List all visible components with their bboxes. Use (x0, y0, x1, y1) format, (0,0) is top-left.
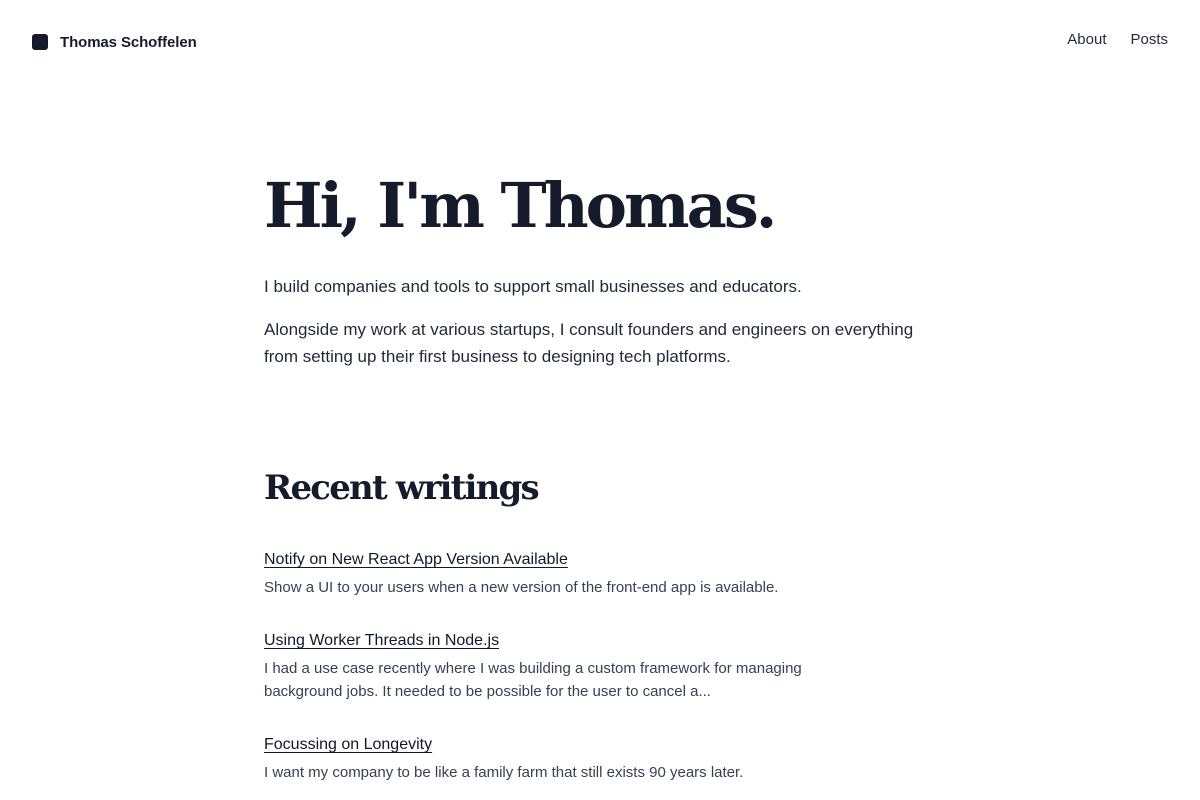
post-item (264, 548, 936, 599)
brand-name: Thomas Schoffelen (60, 33, 197, 51)
main-content (264, 170, 936, 800)
posts-list (264, 548, 936, 784)
hero-consulting-paragraph: Alongside my work at various startups, I consult founders and engineers on everything from setting up their first business to designing tech platforms. (264, 320, 914, 367)
post-title-link[interactable]: Focussing on Longevity (264, 736, 433, 754)
post-description: I want my company to be like a family farm that still exists 90 years later. (264, 764, 744, 782)
post-item (264, 629, 936, 703)
main-nav (1067, 31, 1168, 48)
post-title-link[interactable]: Using Worker Threads in Node.js (264, 632, 500, 650)
post-description: Show a UI to your users when a new version of the front-end app is available. (264, 579, 779, 597)
nav-about-link[interactable]: About (1067, 31, 1107, 48)
home-link[interactable] (32, 32, 197, 52)
post-title-link[interactable]: Notify on New React App Version Available (264, 551, 568, 569)
hero-title: Hi, I'm Thomas. (264, 169, 775, 242)
nav-posts-link[interactable]: Posts (1130, 31, 1168, 48)
post-description: I had a use case recently where I was building a custom framework for managing background jobs. It needed to be possible for the user to cancel a... (264, 660, 802, 701)
post-item (264, 733, 936, 784)
recent-writings-heading: Recent writings (264, 468, 538, 509)
logo-square-icon (32, 34, 48, 50)
hero-intro-paragraph: I build companies and tools to support small businesses and educators. (264, 277, 802, 297)
site-header (0, 0, 1200, 84)
